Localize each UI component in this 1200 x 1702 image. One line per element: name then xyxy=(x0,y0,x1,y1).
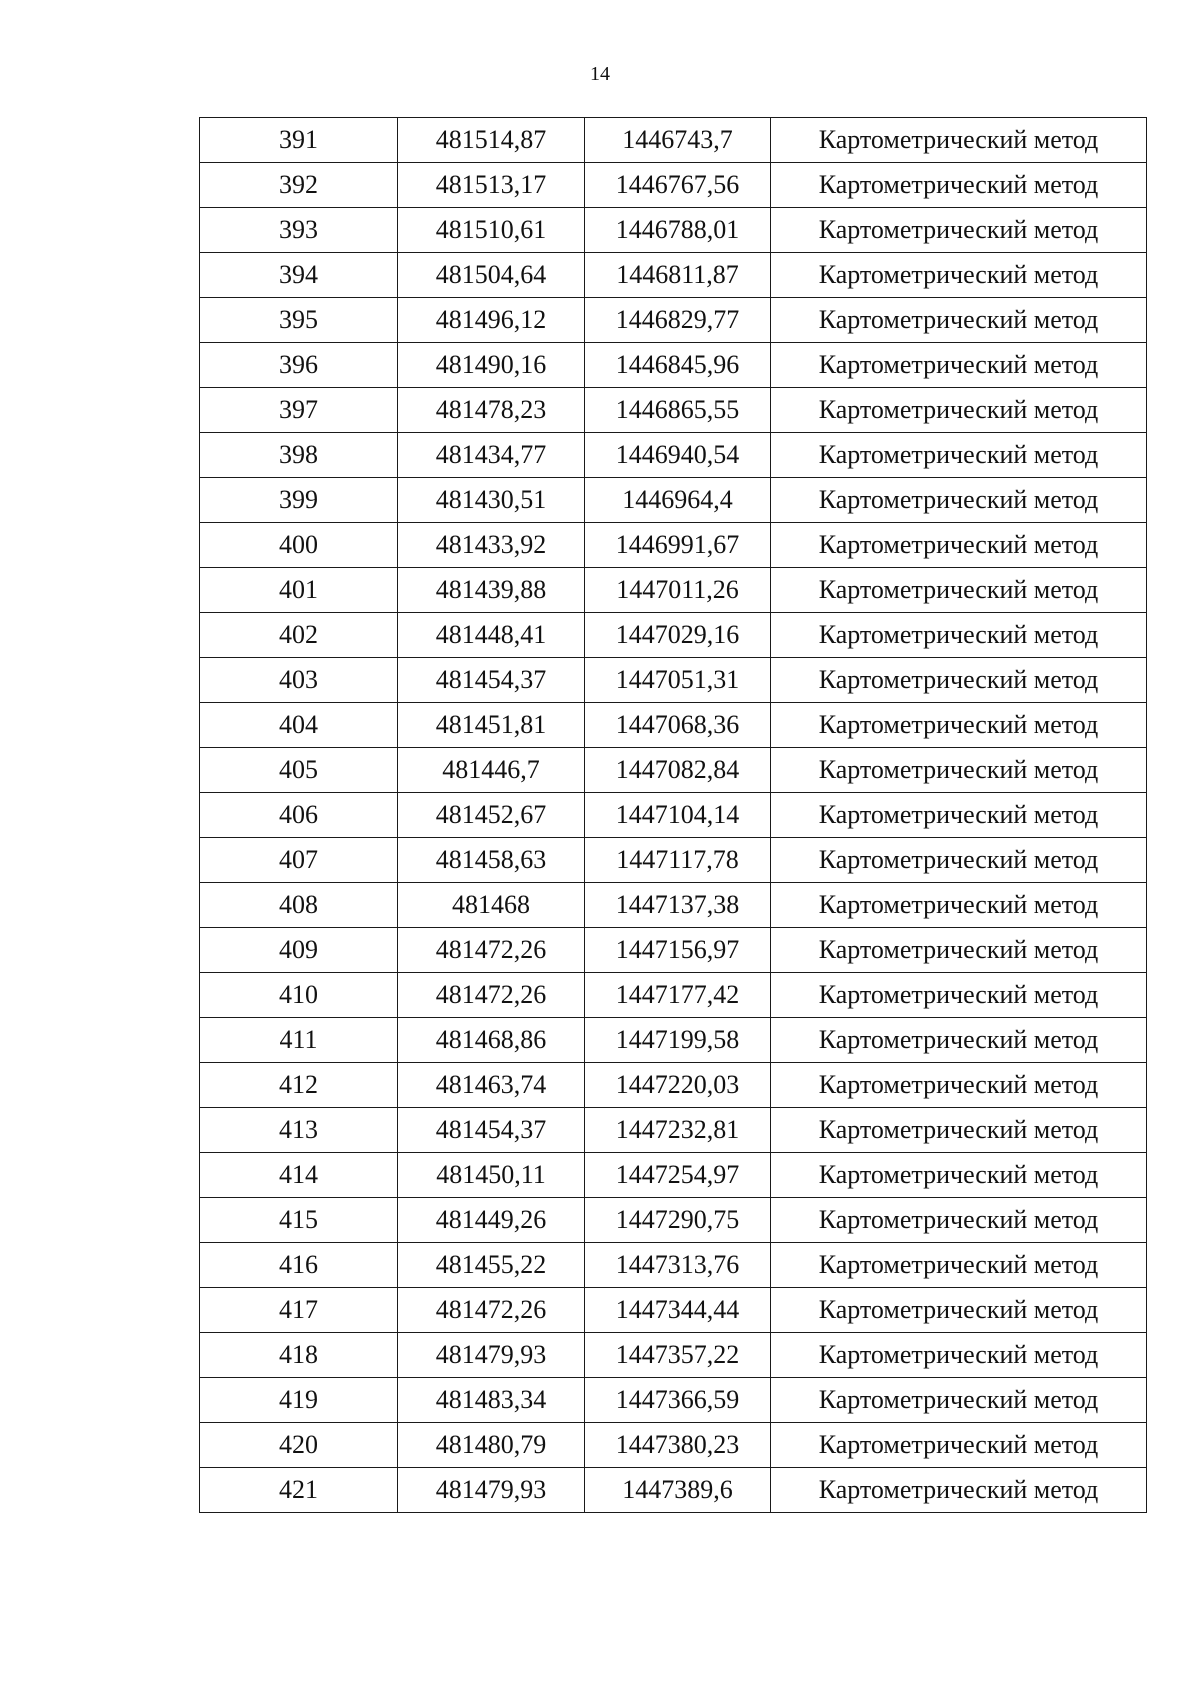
y-coordinate-cell: 1447232,81 xyxy=(585,1108,771,1153)
point-number-cell: 400 xyxy=(200,523,398,568)
table-row xyxy=(200,208,1147,253)
method-cell: Картометрический метод xyxy=(771,613,1147,658)
x-coordinate-cell: 481514,87 xyxy=(398,118,585,163)
y-coordinate-cell: 1447068,36 xyxy=(585,703,771,748)
y-coordinate-cell: 1447357,22 xyxy=(585,1333,771,1378)
method-cell: Картометрический метод xyxy=(771,1063,1147,1108)
y-coordinate-cell: 1447344,44 xyxy=(585,1288,771,1333)
x-coordinate-cell: 481448,41 xyxy=(398,613,585,658)
x-coordinate-cell: 481472,26 xyxy=(398,928,585,973)
x-coordinate-cell: 481472,26 xyxy=(398,1288,585,1333)
point-number-cell: 411 xyxy=(200,1018,398,1063)
table-row xyxy=(200,118,1147,163)
method-cell: Картометрический метод xyxy=(771,298,1147,343)
x-coordinate-cell: 481452,67 xyxy=(398,793,585,838)
method-cell: Картометрический метод xyxy=(771,1108,1147,1153)
table-row xyxy=(200,1198,1147,1243)
table-row xyxy=(200,568,1147,613)
x-coordinate-cell: 481478,23 xyxy=(398,388,585,433)
y-coordinate-cell: 1447029,16 xyxy=(585,613,771,658)
table-row xyxy=(200,1378,1147,1423)
y-coordinate-cell: 1447082,84 xyxy=(585,748,771,793)
y-coordinate-cell: 1447104,14 xyxy=(585,793,771,838)
x-coordinate-cell: 481446,7 xyxy=(398,748,585,793)
y-coordinate-cell: 1447051,31 xyxy=(585,658,771,703)
x-coordinate-cell: 481510,61 xyxy=(398,208,585,253)
y-coordinate-cell: 1446940,54 xyxy=(585,433,771,478)
y-coordinate-cell: 1446788,01 xyxy=(585,208,771,253)
point-number-cell: 405 xyxy=(200,748,398,793)
y-coordinate-cell: 1447220,03 xyxy=(585,1063,771,1108)
method-cell: Картометрический метод xyxy=(771,253,1147,298)
table-row xyxy=(200,748,1147,793)
x-coordinate-cell: 481504,64 xyxy=(398,253,585,298)
y-coordinate-cell: 1447366,59 xyxy=(585,1378,771,1423)
table-row xyxy=(200,163,1147,208)
x-coordinate-cell: 481496,12 xyxy=(398,298,585,343)
table-row xyxy=(200,433,1147,478)
table-row xyxy=(200,703,1147,748)
x-coordinate-cell: 481455,22 xyxy=(398,1243,585,1288)
method-cell: Картометрический метод xyxy=(771,1243,1147,1288)
table-row xyxy=(200,523,1147,568)
y-coordinate-cell: 1446767,56 xyxy=(585,163,771,208)
method-cell: Картометрический метод xyxy=(771,343,1147,388)
method-cell: Картометрический метод xyxy=(771,1288,1147,1333)
point-number-cell: 416 xyxy=(200,1243,398,1288)
x-coordinate-cell: 481450,11 xyxy=(398,1153,585,1198)
page-number: 14 xyxy=(590,63,610,85)
point-number-cell: 413 xyxy=(200,1108,398,1153)
y-coordinate-cell: 1447290,75 xyxy=(585,1198,771,1243)
method-cell: Картометрический метод xyxy=(771,883,1147,928)
point-number-cell: 420 xyxy=(200,1423,398,1468)
x-coordinate-cell: 481454,37 xyxy=(398,1108,585,1153)
y-coordinate-cell: 1446865,55 xyxy=(585,388,771,433)
table-row xyxy=(200,973,1147,1018)
method-cell: Картометрический метод xyxy=(771,793,1147,838)
y-coordinate-cell: 1447313,76 xyxy=(585,1243,771,1288)
table-row xyxy=(200,478,1147,523)
table-row xyxy=(200,1423,1147,1468)
table-row xyxy=(200,343,1147,388)
y-coordinate-cell: 1447177,42 xyxy=(585,973,771,1018)
method-cell: Картометрический метод xyxy=(771,1198,1147,1243)
method-cell: Картометрический метод xyxy=(771,1018,1147,1063)
point-number-cell: 417 xyxy=(200,1288,398,1333)
x-coordinate-cell: 481449,26 xyxy=(398,1198,585,1243)
method-cell: Картометрический метод xyxy=(771,208,1147,253)
x-coordinate-cell: 481458,63 xyxy=(398,838,585,883)
method-cell: Картометрический метод xyxy=(771,703,1147,748)
point-number-cell: 412 xyxy=(200,1063,398,1108)
y-coordinate-cell: 1446829,77 xyxy=(585,298,771,343)
point-number-cell: 396 xyxy=(200,343,398,388)
point-number-cell: 409 xyxy=(200,928,398,973)
method-cell: Картометрический метод xyxy=(771,1153,1147,1198)
method-cell: Картометрический метод xyxy=(771,1333,1147,1378)
x-coordinate-cell: 481468,86 xyxy=(398,1018,585,1063)
y-coordinate-cell: 1447137,38 xyxy=(585,883,771,928)
method-cell: Картометрический метод xyxy=(771,928,1147,973)
point-number-cell: 415 xyxy=(200,1198,398,1243)
table-row xyxy=(200,1153,1147,1198)
y-coordinate-cell: 1447199,58 xyxy=(585,1018,771,1063)
method-cell: Картометрический метод xyxy=(771,1378,1147,1423)
point-number-cell: 399 xyxy=(200,478,398,523)
y-coordinate-cell: 1446991,67 xyxy=(585,523,771,568)
table-row xyxy=(200,838,1147,883)
table-row xyxy=(200,388,1147,433)
x-coordinate-cell: 481480,79 xyxy=(398,1423,585,1468)
method-cell: Картометрический метод xyxy=(771,748,1147,793)
point-number-cell: 393 xyxy=(200,208,398,253)
table-row xyxy=(200,1018,1147,1063)
x-coordinate-cell: 481490,16 xyxy=(398,343,585,388)
point-number-cell: 391 xyxy=(200,118,398,163)
method-cell: Картометрический метод xyxy=(771,1423,1147,1468)
y-coordinate-cell: 1447380,23 xyxy=(585,1423,771,1468)
point-number-cell: 408 xyxy=(200,883,398,928)
table-row xyxy=(200,1333,1147,1378)
y-coordinate-cell: 1446964,4 xyxy=(585,478,771,523)
coordinates-table xyxy=(199,117,1147,1513)
x-coordinate-cell: 481433,92 xyxy=(398,523,585,568)
point-number-cell: 403 xyxy=(200,658,398,703)
y-coordinate-cell: 1447254,97 xyxy=(585,1153,771,1198)
x-coordinate-cell: 481463,74 xyxy=(398,1063,585,1108)
point-number-cell: 402 xyxy=(200,613,398,658)
point-number-cell: 395 xyxy=(200,298,398,343)
table-row xyxy=(200,1063,1147,1108)
table-row xyxy=(200,1243,1147,1288)
y-coordinate-cell: 1447389,6 xyxy=(585,1468,771,1513)
x-coordinate-cell: 481434,77 xyxy=(398,433,585,478)
x-coordinate-cell: 481479,93 xyxy=(398,1468,585,1513)
method-cell: Картометрический метод xyxy=(771,568,1147,613)
x-coordinate-cell: 481451,81 xyxy=(398,703,585,748)
method-cell: Картометрический метод xyxy=(771,118,1147,163)
y-coordinate-cell: 1446845,96 xyxy=(585,343,771,388)
point-number-cell: 394 xyxy=(200,253,398,298)
y-coordinate-cell: 1447117,78 xyxy=(585,838,771,883)
y-coordinate-cell: 1447156,97 xyxy=(585,928,771,973)
method-cell: Картометрический метод xyxy=(771,163,1147,208)
method-cell: Картометрический метод xyxy=(771,838,1147,883)
point-number-cell: 406 xyxy=(200,793,398,838)
x-coordinate-cell: 481468 xyxy=(398,883,585,928)
x-coordinate-cell: 481483,34 xyxy=(398,1378,585,1423)
x-coordinate-cell: 481439,88 xyxy=(398,568,585,613)
x-coordinate-cell: 481430,51 xyxy=(398,478,585,523)
coordinates-table-body xyxy=(200,118,1147,1513)
method-cell: Картометрический метод xyxy=(771,658,1147,703)
method-cell: Картометрический метод xyxy=(771,523,1147,568)
table-row xyxy=(200,298,1147,343)
point-number-cell: 421 xyxy=(200,1468,398,1513)
table-row xyxy=(200,928,1147,973)
point-number-cell: 418 xyxy=(200,1333,398,1378)
y-coordinate-cell: 1446811,87 xyxy=(585,253,771,298)
y-coordinate-cell: 1446743,7 xyxy=(585,118,771,163)
table-row xyxy=(200,658,1147,703)
method-cell: Картометрический метод xyxy=(771,388,1147,433)
x-coordinate-cell: 481479,93 xyxy=(398,1333,585,1378)
method-cell: Картометрический метод xyxy=(771,433,1147,478)
table-row xyxy=(200,1288,1147,1333)
x-coordinate-cell: 481513,17 xyxy=(398,163,585,208)
point-number-cell: 397 xyxy=(200,388,398,433)
point-number-cell: 392 xyxy=(200,163,398,208)
point-number-cell: 407 xyxy=(200,838,398,883)
point-number-cell: 398 xyxy=(200,433,398,478)
method-cell: Картометрический метод xyxy=(771,973,1147,1018)
method-cell: Картометрический метод xyxy=(771,1468,1147,1513)
table-row xyxy=(200,253,1147,298)
x-coordinate-cell: 481472,26 xyxy=(398,973,585,1018)
table-row xyxy=(200,1108,1147,1153)
y-coordinate-cell: 1447011,26 xyxy=(585,568,771,613)
point-number-cell: 414 xyxy=(200,1153,398,1198)
point-number-cell: 404 xyxy=(200,703,398,748)
table-row xyxy=(200,883,1147,928)
table-row xyxy=(200,1468,1147,1513)
table-row xyxy=(200,793,1147,838)
x-coordinate-cell: 481454,37 xyxy=(398,658,585,703)
table-row xyxy=(200,613,1147,658)
point-number-cell: 401 xyxy=(200,568,398,613)
method-cell: Картометрический метод xyxy=(771,478,1147,523)
point-number-cell: 419 xyxy=(200,1378,398,1423)
point-number-cell: 410 xyxy=(200,973,398,1018)
